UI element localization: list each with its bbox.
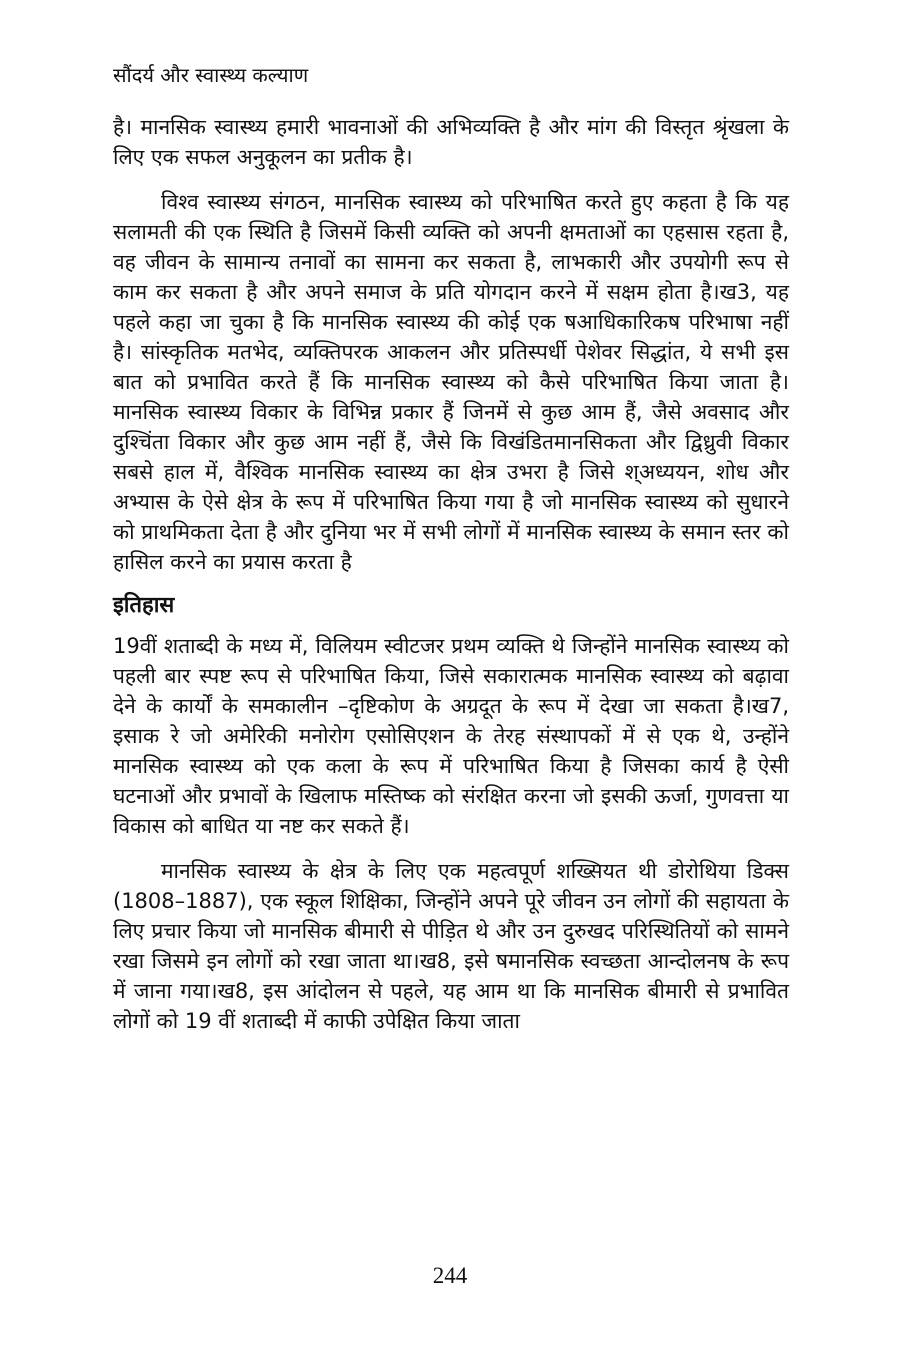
paragraph-history: 19वीं शताब्दी के मध्य में, विलियम स्वीटजर प्रथम व्यक्ति थे जिन्होंने मानसिक स्वास्थ्य को पहली बार स्पष्ट रूप से परिभाषित किया, जिसे सकारात्मक मानसिक स्वास्थ्य को बढ़ावा देने के कार्यों के समकालीन –दृष्टिकोण के अग्रदूत के रूप में देखा जा सकता है।ख7, इसाक रे जो अमेरिकी मनोरोग एसोसिएशन के तेरह संस्थापकों में से एक थे, उन्होंने मानसिक स्वास्थ्य को एक कला के रूप में परिभाषित किया है जिसका कार्य है ऐसी घटनाओं और प्रभावों के खिलाफ मस्तिष्क को संरक्षित करना जो इसकी ऊर्जा, गुणवत्ता या विकास को बाधित या नष्ट कर सकते हैं। [113, 634, 789, 838]
page-number: 244 [432, 1263, 468, 1288]
page-body [113, 112, 789, 1036]
paragraph-dorothea-dix: मानसिक स्वास्थ्य के क्षेत्र के लिए एक महत्वपूर्ण शख्सियत थी डोरोथिया डिक्स (1808–1887), एक स्कूल शिक्षिका, जिन्होंने अपने पूरे जीवन उन लोगों की सहायता के लिए प्रचार किया जो मानसिक बीमारी से पीड़ित थे और उन दुरुखद परिस्थितियों को सामने रखा जिसमे इन लोगों को रखा जाता था।ख8, इसे षमानसिक स्वच्छता आन्दोलनष के रूप में जाना गया।ख8, इस आंदोलन से पहले, यह आम था कि मानसिक बीमारी से प्रभावित लोगों को 19 वीं शताब्दी में काफी उपेक्षित किया जाता [113, 859, 789, 1033]
paragraph-continuation: है। मानसिक स्वास्थ्य हमारी भावनाओं की अभिव्यक्ति है और मांग की विस्तृत श्रृंखला के लिए एक सफल अनुकूलन का प्रतीक है। [113, 115, 789, 169]
running-header: सौंदर्य और स्वास्थ्य कल्याण [113, 63, 309, 87]
paragraph-who-definition: विश्व स्वास्थ्य संगठन, मानसिक स्वास्थ्य को परिभाषित करते हुए कहता है कि यह सलामती की एक स्थिति है जिसमें किसी व्यक्ति को अपनी क्षमताओं का एहसास रहता है, वह जीवन के सामान्य तनावों का सामना कर सकता है, लाभकारी और उपयोगी रूप से काम कर सकता है और अपने समाज के प्रति योगदान करने में सक्षम होता है।ख3, यह पहले कहा जा चुका है कि मानसिक स्वास्थ्य की कोई एक षआधिकारिकष परिभाषा नहीं है। सांस्कृतिक मतभेद, व्यक्तिपरक आकलन और प्रतिस्पर्धी पेशेवर सिद्धांत, ये सभी इस बात को प्रभावित करते हैं कि मानसिक स्वास्थ्य को कैसे परिभाषित किया जाता है। मानसिक स्वास्थ्य विकार के विभिन्न प्रकार हैं जिनमें से कुछ आम हैं, जैसे अवसाद और दुश्चिंता विकार और कुछ आम नहीं हैं, जैसे कि विखंडितमानसिकता और द्विध्रुवी विकार सबसे हाल में, वैश्विक मानसिक स्वास्थ्य का क्षेत्र उभरा है जिसे श्अध्ययन, शोध और अभ्यास के ऐसे क्षेत्र के रूप में परिभाषित किया गया है जो मानसिक स्वास्थ्य को सुधारने को प्राथमिकता देता है और दुनिया भर में सभी लोगों में मानसिक स्वास्थ्य के समान स्तर को हासिल करने का प्रयास करता है [113, 190, 789, 574]
section-heading-history: इतिहास [113, 593, 175, 618]
